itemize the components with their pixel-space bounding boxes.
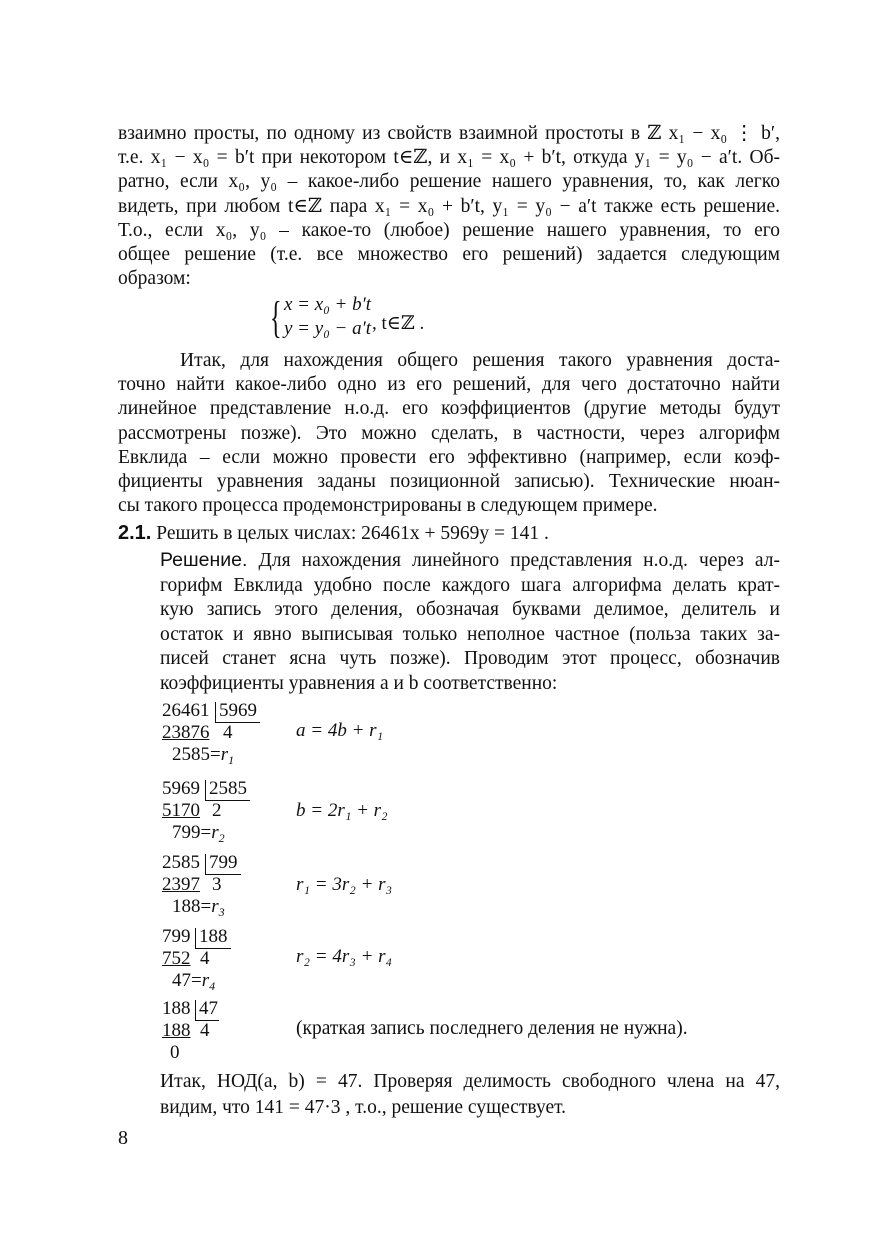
paragraph-general-solution — [118, 122, 780, 291]
text-line: общее решение (т.е. все множество его решений) задается следующим — [118, 244, 780, 266]
remainder: $799=r_2$ — [172, 822, 225, 845]
euclid-equation: b = 2r₁ + r₂ — [296, 800, 388, 821]
text-line: рассмотрены позже). Это можно сделать, в частности, через алгорифм — [118, 422, 780, 444]
divisor: 188 — [199, 926, 228, 947]
text-line: Т.о., если x₀, y₀ – какое-то (любое) решение нашего уравнения, то его — [118, 219, 780, 241]
text-line: образом: — [118, 268, 191, 290]
text-line: видеть, при любом t∈ℤ пара x₁ = x₀ + b′t, y₁ = y₀ − a′t также есть решение. — [118, 195, 780, 217]
system-condition: , t∈ℤ . — [372, 313, 425, 334]
divisor: 5969 — [219, 700, 257, 721]
division-step — [162, 778, 282, 848]
division-bar — [205, 854, 206, 874]
quotient: 4 — [223, 722, 233, 743]
last-division-note: (краткая запись последнего деления не нужна). — [296, 1018, 688, 1039]
quotient: 3 — [212, 874, 222, 895]
paragraph-method — [118, 349, 780, 518]
text-line: ратно, если x₀, y₀ – какое-либо решение нашего уравнения, то, как легко — [118, 171, 780, 193]
division-bar — [195, 1000, 196, 1020]
remainder: 0 — [170, 1042, 180, 1063]
solution-label: Решение. — [160, 549, 248, 571]
quotient: 4 — [200, 948, 210, 969]
quotient: 2 — [212, 800, 222, 821]
division-step — [162, 926, 282, 996]
text-line: Итак, для нахождения общего решения такого уравнения доста- — [180, 350, 780, 371]
division-step — [162, 852, 282, 922]
text-line: сы такого процесса продемонстрированы в следующем примере. — [118, 495, 658, 517]
text-line: кую запись этого деления, обозначая буквами делимое, делитель и — [160, 599, 780, 620]
text-line: т.е. x₁ − x₀ = b′t при некотором t∈ℤ, и x₁ = x₀ + b′t, откуда y₁ = y₀ − a′t. Об- — [118, 147, 780, 169]
text-line: горифм Евклида удобно после каждого шага алгорифма делать крат- — [160, 574, 780, 596]
divisor: 2585 — [209, 778, 247, 799]
text-line: Евклида – если можно провести его эффективно (например, если коэф- — [118, 446, 780, 468]
dividend: 188 — [162, 998, 191, 1019]
problem-number: 2.1. — [118, 522, 152, 544]
division-step — [162, 700, 282, 770]
euclid-equation: r₂ = 4r₃ + r₄ — [296, 946, 393, 967]
product: 2397 — [162, 874, 200, 895]
text-line: взаимно просты, по одному из свойств взаимной простоты в ℤ x₁ − x₀ ⋮ b′, — [118, 123, 780, 144]
divisor: 47 — [199, 998, 218, 1019]
text-line: Для нахождения линейного представления н.о.д. через ал- — [247, 550, 780, 571]
dividend: 26461 — [162, 700, 210, 721]
text-line: писей станет ясна чуть позже). Проводим этот процесс, обозначив — [160, 648, 780, 669]
text-line: Итак, НОД(a, b) = 47. Проверяя делимость свободного члена на 47, — [160, 1071, 780, 1092]
divisor: 799 — [209, 852, 238, 873]
product: 5170 — [162, 800, 200, 821]
conclusion-paragraph — [160, 1069, 780, 1121]
brace-symbol: { — [270, 293, 282, 342]
division-bar — [195, 928, 196, 948]
remainder: $47=r_4$ — [172, 970, 216, 993]
product: 188 — [162, 1020, 191, 1041]
division-bar — [215, 702, 216, 722]
product: 23876 — [162, 722, 210, 743]
text-line: фициенты уравнения заданы позиционной записью). Технические нюан- — [118, 471, 780, 493]
text-line: видим, что 141 = 47·3 , т.о., решение существует. — [160, 1097, 567, 1118]
division-bar — [205, 780, 206, 800]
text-line: линейное представление н.о.д. его коэффициентов (другие методы будут — [118, 398, 780, 420]
quotient: 4 — [200, 1020, 210, 1041]
page-number: 8 — [118, 1127, 128, 1149]
text-line: коэффициенты уравнения a и b соответственно: — [160, 672, 558, 694]
system-line-x: x = x₀ + b′t — [284, 294, 372, 315]
division-step — [162, 998, 282, 1068]
euclid-equation: r₁ = 3r₂ + r₃ — [296, 874, 393, 895]
division-line — [215, 722, 260, 723]
system-line-y: y = y₀ − a′t — [284, 318, 372, 339]
division-line — [205, 874, 241, 875]
problem-statement — [118, 522, 549, 545]
text-line: остаток и явно выписывая только неполное частное (польза таких за- — [160, 623, 780, 645]
product: 752 — [162, 948, 191, 969]
euclid-equation: a = 4b + r₁ — [296, 720, 384, 741]
remainder: $2585=r_1$ — [172, 744, 235, 767]
problem-text: Решить в целых числах: 26461x + 5969y = 141 . — [151, 523, 549, 544]
text-line: точно найти какое-либо одно из его решений, для чего достаточно найти — [118, 374, 780, 396]
solution-paragraph — [160, 548, 780, 696]
dividend: 5969 — [162, 778, 200, 799]
dividend: 799 — [162, 926, 191, 947]
dividend: 2585 — [162, 852, 200, 873]
remainder: $188=r_3$ — [172, 896, 225, 919]
